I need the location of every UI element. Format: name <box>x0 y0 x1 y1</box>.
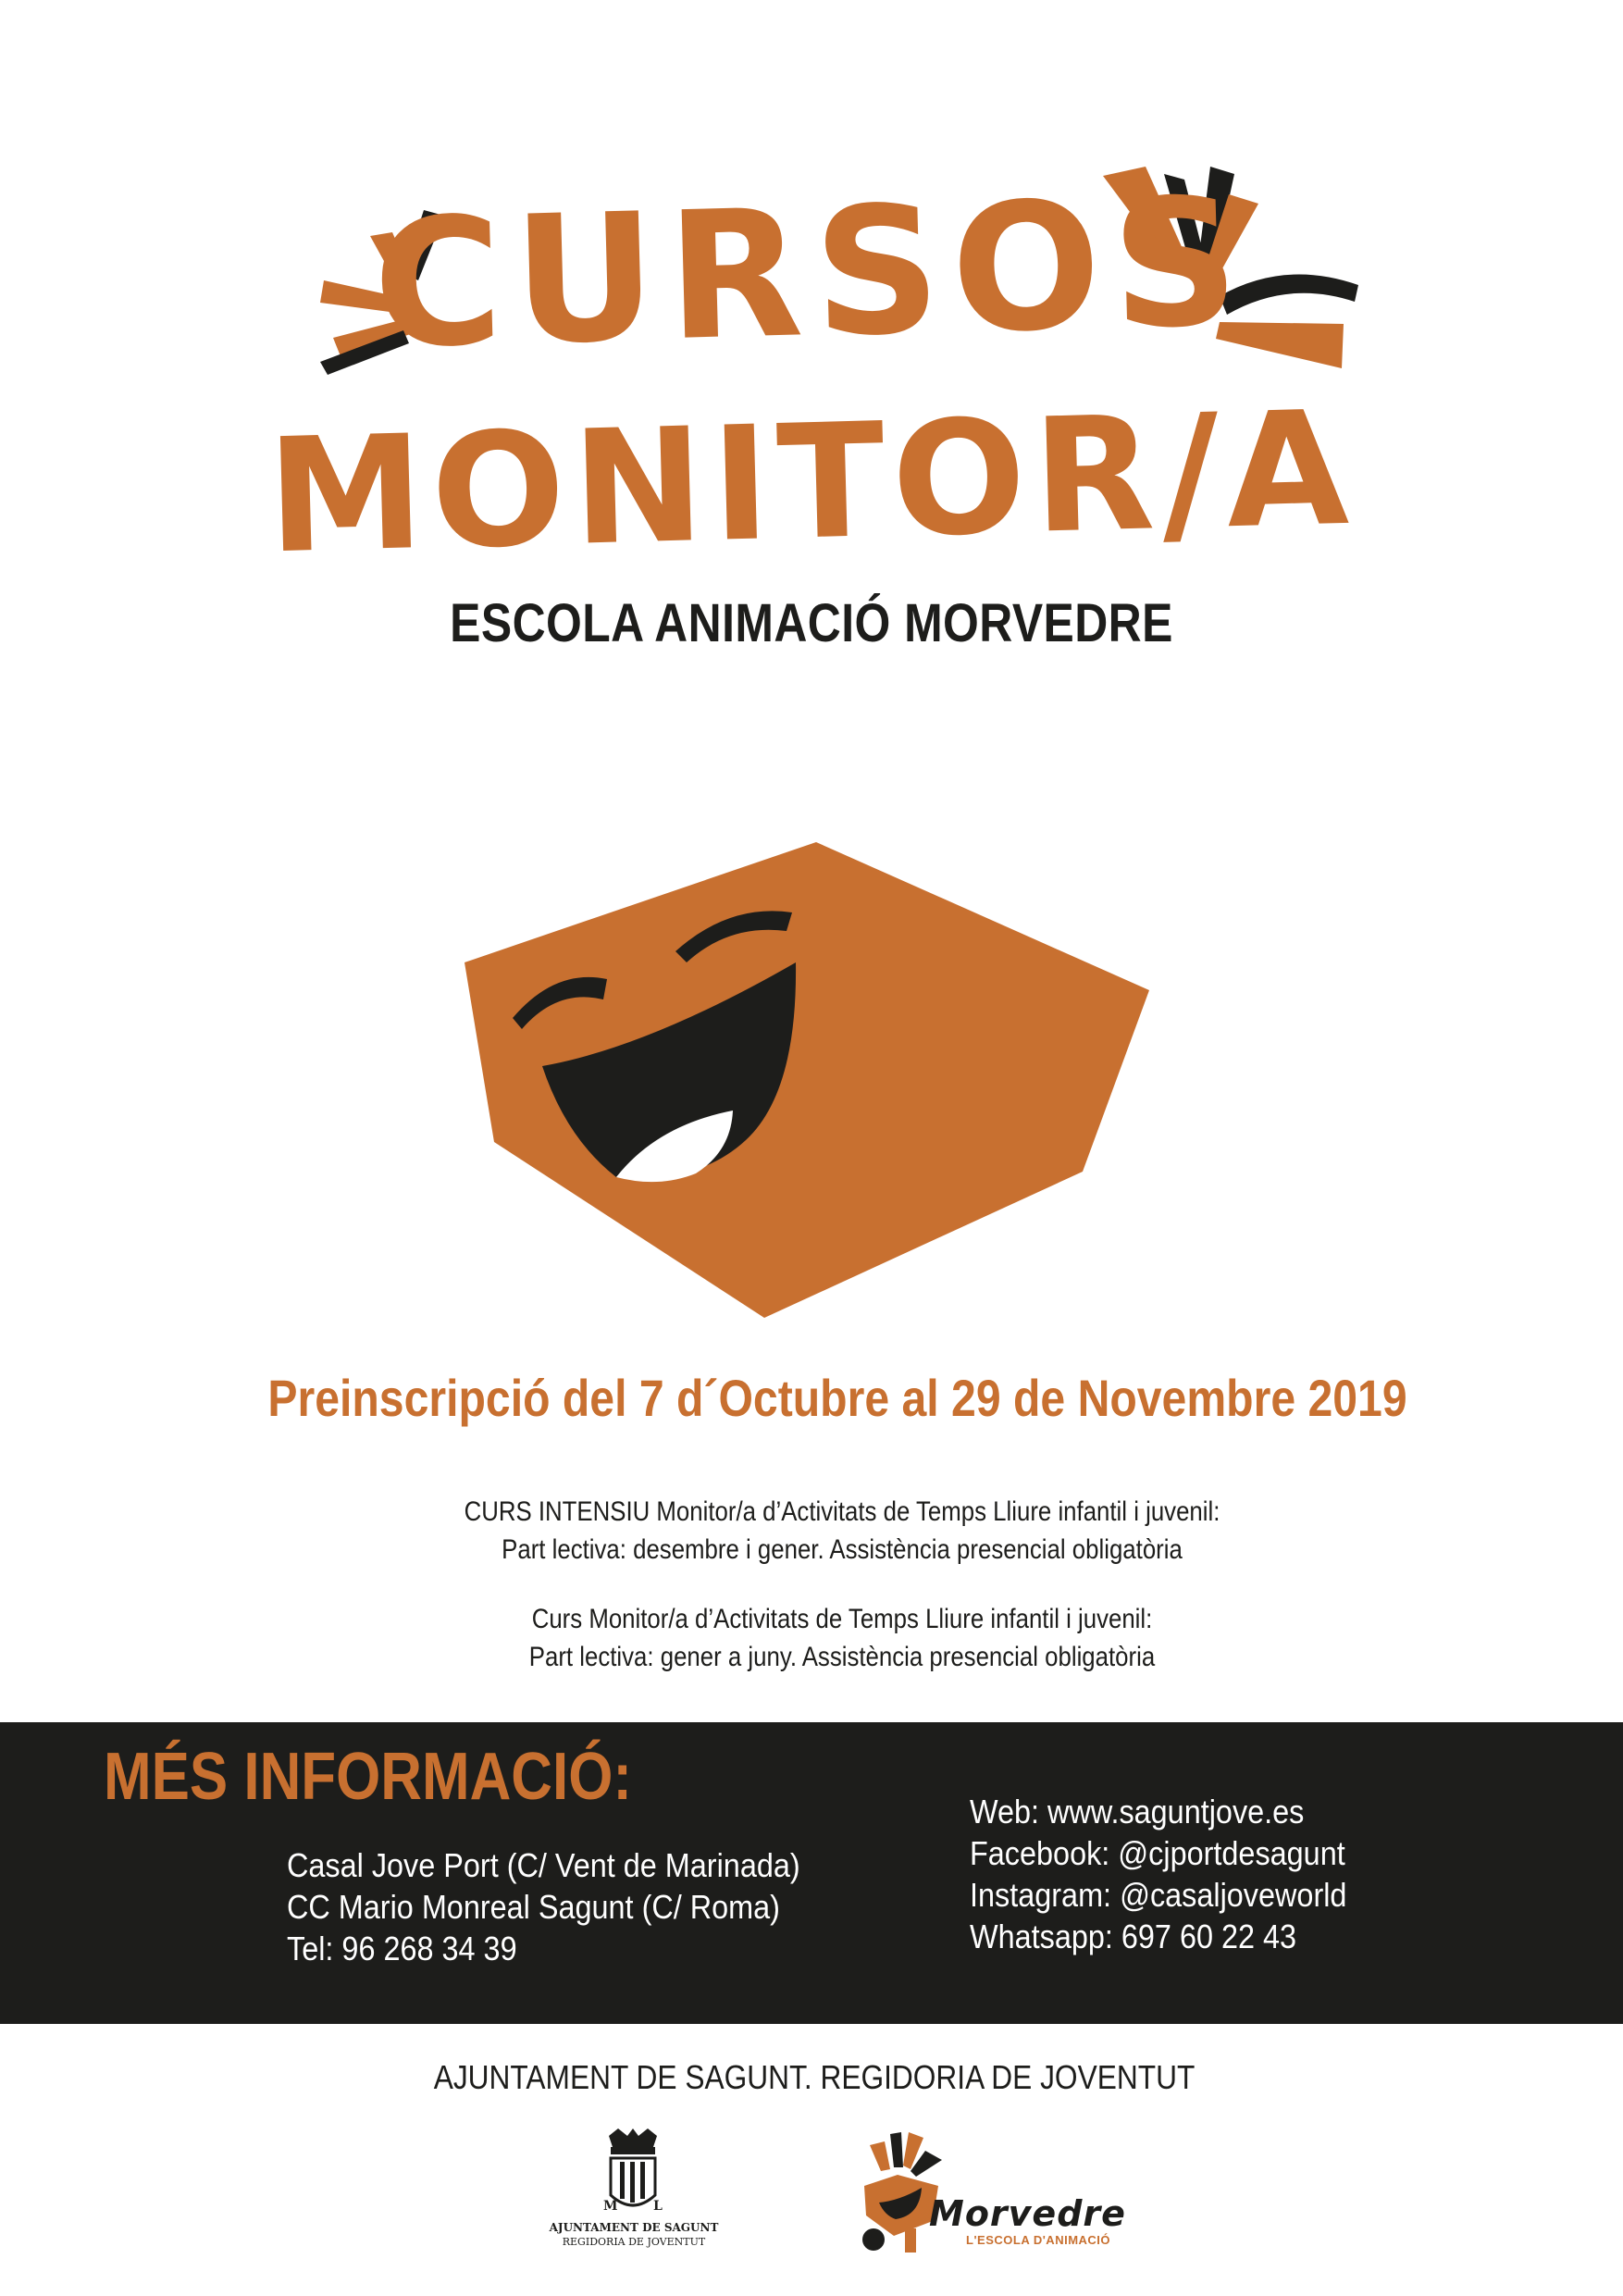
logo-letter-m: M <box>603 2199 618 2214</box>
contact-web[interactable]: Web: www.saguntjove.es <box>970 1793 1305 1831</box>
logo-morvedre-tagline: L'ESCOLA D'ANIMACIÓ <box>966 2233 1111 2247</box>
theatre-mask-mascot-icon <box>853 2127 955 2256</box>
phone-number[interactable]: Tel: 96 268 34 39 <box>287 1930 517 1967</box>
course-regular-title: Curs Monitor/a d’Activitats de Temps Lliure infantil i juvenil: <box>531 1604 1153 1634</box>
title-line-2: MONITOR/A <box>265 377 1358 590</box>
course-intensive-title: CURS INTENSIU Monitor/a d’Activitats de Temps Lliure infantil i juvenil: <box>464 1496 1220 1527</box>
course-intensive-schedule: Part lectiva: desembre i gener. Assistència presencial obligatòria <box>502 1534 1183 1565</box>
logo-morvedre-name: Morvedre <box>929 2193 1126 2234</box>
info-band <box>0 1722 1623 2024</box>
logo-letter-l: L <box>653 2199 663 2214</box>
contact-facebook[interactable]: Facebook: @cjportdesagunt <box>970 1834 1345 1872</box>
course-regular-schedule: Part lectiva: gener a juny. Assistència presencial obligatòria <box>528 1642 1156 1672</box>
contact-instagram[interactable]: Instagram: @casaljoveworld <box>970 1876 1347 1914</box>
laughing-theatre-mask-icon <box>453 833 1166 1333</box>
info-heading: MÉS INFORMACIÓ: <box>104 1740 633 1814</box>
address-cc-mario-monreal: CC Mario Monreal Sagunt (C/ Roma) <box>287 1888 780 1926</box>
contact-whatsapp[interactable]: Whatsapp: 697 60 22 43 <box>970 1917 1297 1955</box>
address-casal-jove-port: Casal Jove Port (C/ Vent de Marinada) <box>287 1846 800 1884</box>
title-line-1: CURSOS <box>370 159 1253 388</box>
city-coat-of-arms-icon <box>542 2125 724 2254</box>
logo-sagunt-dept: REGIDORIA DE JOVENTUT <box>562 2236 706 2248</box>
logo-sagunt-name: AJUNTAMENT DE SAGUNT <box>549 2221 719 2234</box>
subtitle: ESCOLA ANIMACIÓ MORVEDRE <box>450 593 1173 653</box>
footer-organization: AJUNTAMENT DE SAGUNT. REGIDORIA DE JOVENTUT <box>433 2058 1196 2096</box>
preregistration-dates: Preinscripció del 7 d´Octubre al 29 de Novembre 2019 <box>267 1369 1407 1427</box>
